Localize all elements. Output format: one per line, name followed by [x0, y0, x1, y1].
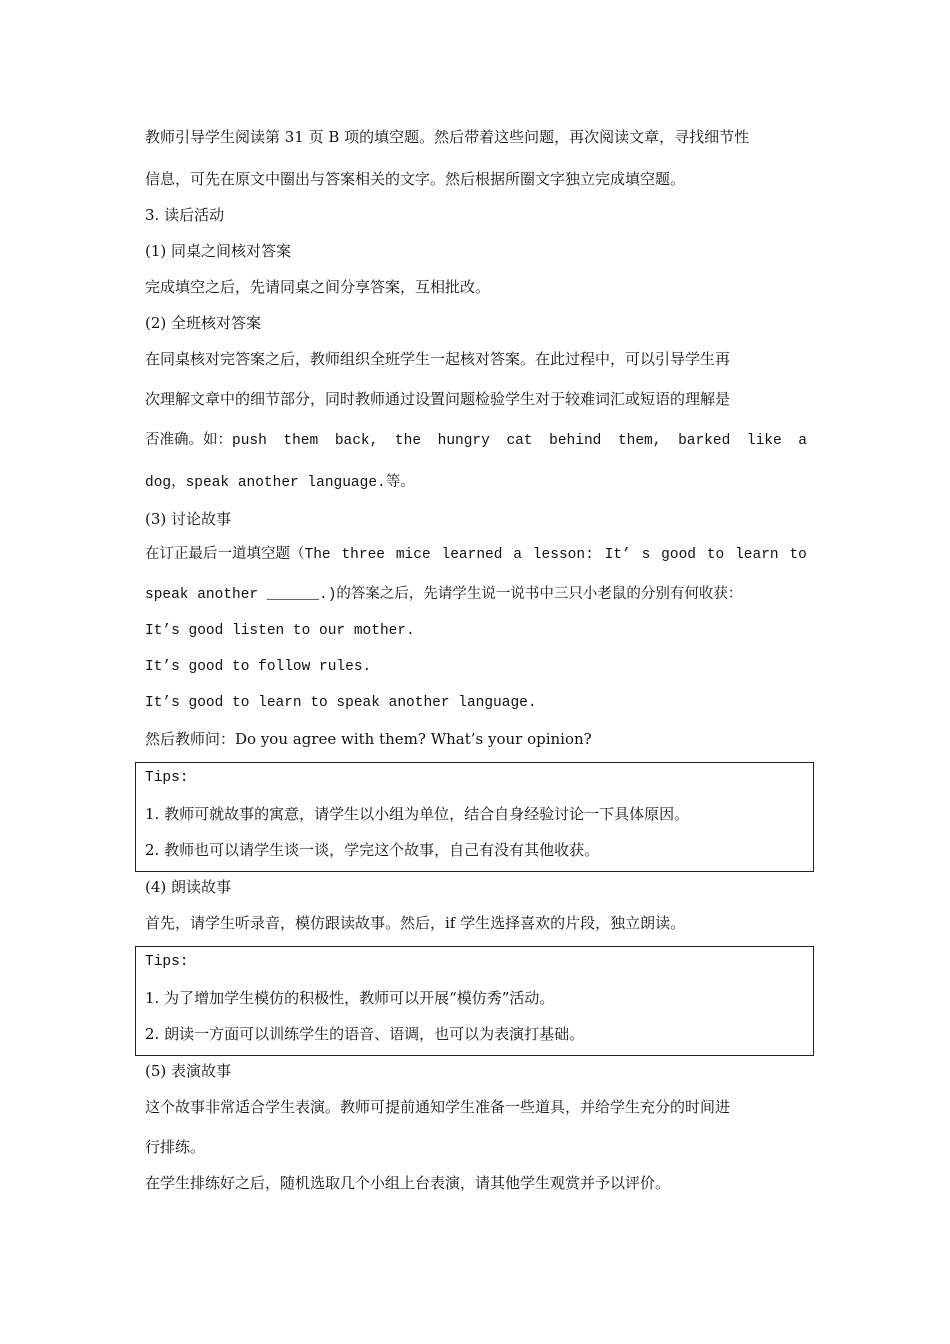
word: learned	[441, 547, 503, 563]
paragraph-line: 教师引导学生阅读第 31 页 B 项的填空题。然后带着这些问题，再次阅读文章，寻找细节性	[145, 128, 750, 146]
example-sentence: It’s good to learn to speak another language.	[145, 695, 537, 711]
word: lesson:	[532, 547, 594, 563]
paragraph-line: 在同桌核对完答案之后，教师组织全班学生一起核对答案。在此过程中，可以引导学生再	[145, 350, 731, 368]
word: a	[798, 433, 807, 449]
word: 否准确。如：push	[145, 433, 267, 449]
example-sentence: It’s good listen to our mother.	[145, 623, 415, 639]
word: back,	[334, 433, 379, 449]
step-heading: (3) 讨论故事	[145, 510, 232, 528]
paragraph-line: 信息，可先在原文中圈出与答案相关的文字。然后根据所圈文字独立完成填空题。	[145, 170, 686, 188]
word: a	[513, 547, 522, 563]
word: cat	[506, 433, 533, 449]
paragraph-line: dog，speak another language.等。	[145, 475, 415, 491]
word: 在订正最后一道填空题（The	[145, 547, 331, 563]
word: the	[394, 433, 422, 449]
word: to	[789, 547, 807, 563]
step-heading: (1) 同桌之间核对答案	[145, 242, 292, 260]
tips-title: Tips:	[145, 954, 189, 970]
paragraph-line: 完成填空之后，先请同桌之间分享答案，互相批改。	[145, 278, 491, 296]
tips-box	[135, 946, 814, 1056]
justified-line	[145, 431, 807, 451]
section-heading: 3. 读后活动	[145, 206, 225, 224]
word: them,	[617, 433, 662, 449]
tips-item: 1. 为了增加学生模仿的积极性，教师可以开展“模仿秀”活动。	[145, 989, 555, 1007]
paragraph-line: speak another ______.)的答案之后，先请学生说一说书中三只小老鼠的分别有何收获：	[145, 587, 743, 603]
word: s	[641, 547, 651, 563]
tips-item: 2. 朗读一方面可以训练学生的语音、语调，也可以为表演打基础。	[145, 1025, 585, 1043]
paragraph-line: 这个故事非常适合学生表演。教师可提前通知学生准备一些道具，并给学生充分的时间进	[145, 1098, 731, 1116]
teacher-question: 然后教师问：Do you agree with them? What’s your opinion?	[145, 730, 592, 748]
justified-line	[145, 545, 807, 565]
word: three	[341, 547, 385, 563]
word: good	[661, 547, 696, 563]
word: barked	[678, 433, 731, 449]
step-heading: (2) 全班核对答案	[145, 314, 262, 332]
tips-box	[135, 762, 814, 872]
word: It’	[604, 547, 631, 563]
tips-item: 1. 教师可就故事的寓意，请学生以小组为单位，结合自身经验讨论一下具体原因。	[145, 805, 690, 823]
paragraph-line: 首先，请学生听录音，模仿跟读故事。然后，if 学生选择喜欢的片段，独立朗读。	[145, 914, 686, 932]
step-heading: (5) 表演故事	[145, 1062, 232, 1080]
tips-title: Tips:	[145, 770, 189, 786]
word: like	[746, 433, 782, 449]
step-heading: (4) 朗读故事	[145, 878, 232, 896]
example-sentence: It’s good to follow rules.	[145, 659, 372, 675]
word: to	[706, 547, 725, 563]
paragraph-line: 行排练。	[145, 1138, 206, 1156]
paragraph-line: 在学生排练好之后，随机选取几个小组上台表演，请其他学生观赏并予以评价。	[145, 1174, 671, 1192]
word: behind	[549, 433, 602, 449]
word: mice	[395, 547, 431, 563]
word: them	[283, 433, 319, 449]
word: learn	[735, 547, 779, 563]
tips-item: 2. 教师也可以请学生谈一谈，学完这个故事，自己有没有其他收获。	[145, 841, 600, 859]
paragraph-line: 次理解文章中的细节部分，同时教师通过设置问题检验学生对于较难词汇或短语的理解是	[145, 390, 731, 408]
word: hungry	[437, 433, 490, 449]
